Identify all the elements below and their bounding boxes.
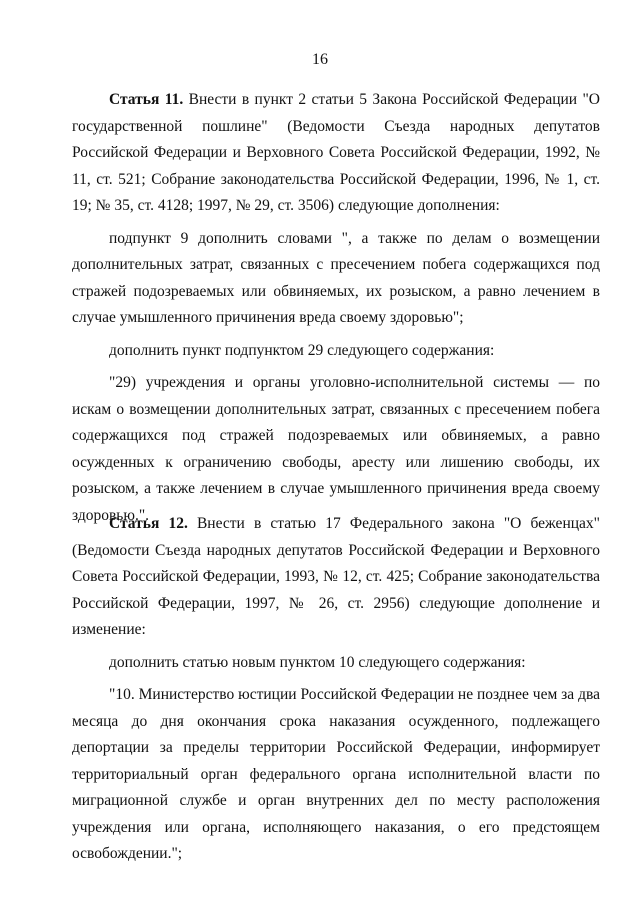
article-11 (72, 87, 600, 529)
article-12-paragraph-1: дополнить статью новым пунктом 10 следующего содержания: (109, 653, 526, 671)
article-11-title: Статья 11. (109, 91, 184, 108)
article-11-paragraph-2: дополнить пункт подпунктом 29 следующего содержания: (109, 341, 495, 359)
article-12 (72, 511, 600, 868)
article-11-intro (72, 87, 600, 220)
article-12-title: Статья 12. (109, 515, 188, 532)
article-11-paragraph-1: подпункт 9 дополнить словами ", а также по делам о возмещении дополнительных затрат, связанных с пресечением побега содержащихся под стражей подозреваемых или обвиняемых, их розыском, а равно лечением в случае умышленного причинения вреда своему здоровью"; (72, 229, 600, 326)
article-12-paragraph-2: "10. Министерство юстиции Российской Федерации не позднее чем за два месяца до дня окончания срока наказания осужденного, подлежащего депортации за пределы территории Российской Федерации, информирует территориальный орган федерального органа исполнительной власти по миграционной службе и орган внутренних дел по месту расположения учреждения или органа, исполняющего наказания, о его предстоящем освобождении."; (72, 686, 600, 862)
page-number: 16 (312, 51, 328, 68)
article-12-intro-text: Внести в статью 17 Федерального закона "О беженцах" (Ведомости Съезда народных депутатов Российской Федерации и Верховного Совета Российской Федерации, 1993, № 12, ст. 425; Собрание законодательства Российской Федерации, 1997, № 26, ст. 2956) следующие дополнение и изменение: (72, 515, 600, 638)
article-11-intro-text: Внести в пункт 2 статьи 5 Закона Российской Федерации "О государственной пошлине" (Ведомости Съезда народных депутатов Российской Федерации и Верховного Совета Российской Федерации, 1992, № 11, ст. 521; Собрание законодательства Российской Федерации, 1996, № 1, ст. 19; № 35, ст. 4128; 1997, № 29, ст. 3506) следующие дополнения: (72, 91, 600, 214)
article-11-paragraph-3: "29) учреждения и органы уголовно-исполнительной системы — по искам о возмещении дополнительных затрат, связанных с пресечением побега содержащихся под стражей подозреваемых или обвиняемых, а равно осужденных к ограничению свободы, аресту или лишению свободы, их розыском, а также лечением в случае умышленного причинения вреда своему здоровью.". (72, 374, 600, 524)
article-12-intro (72, 511, 600, 644)
